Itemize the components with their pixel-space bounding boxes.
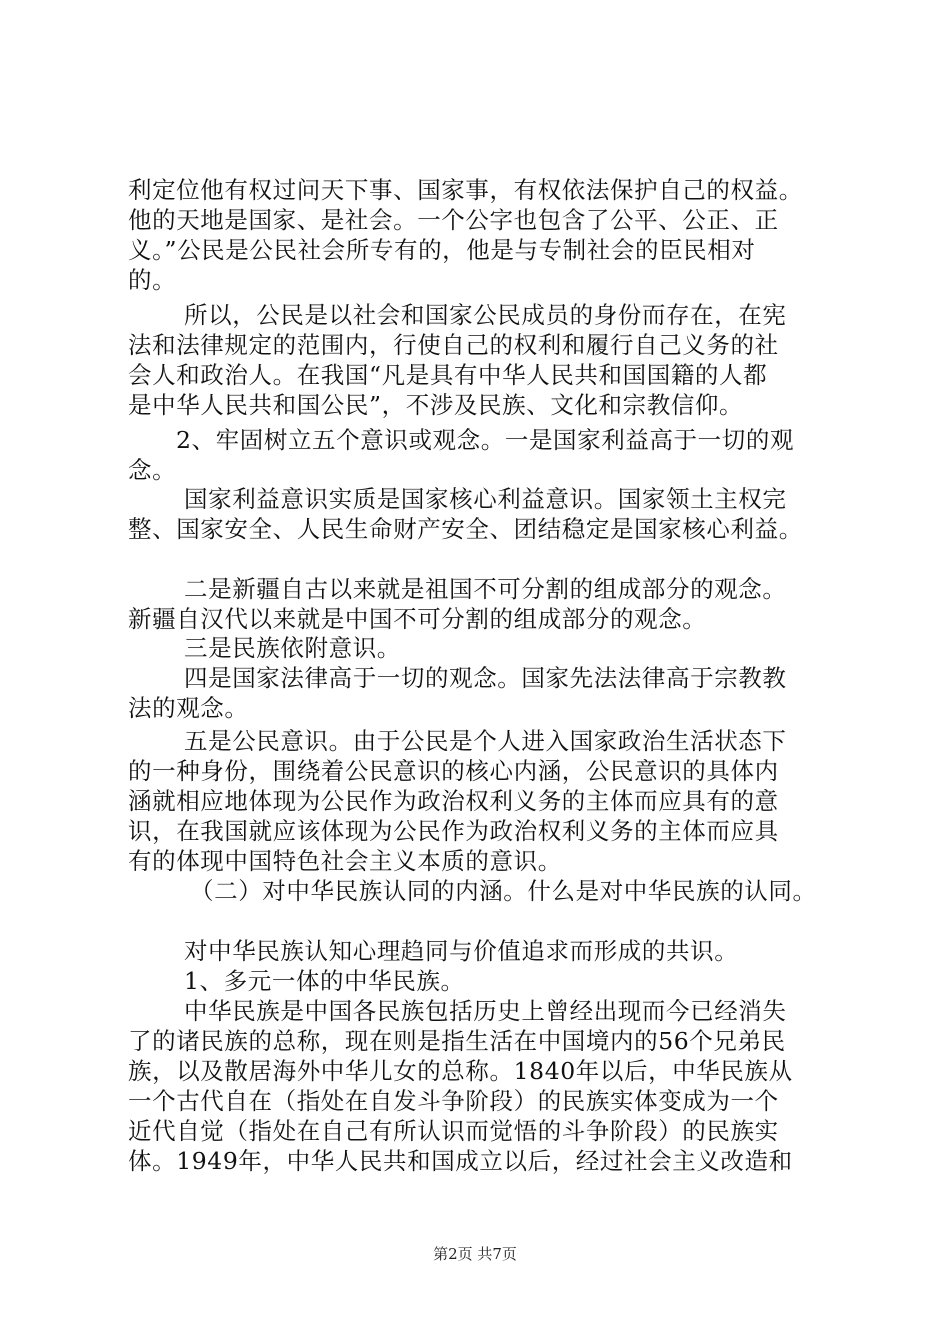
text-line: 族，以及散居海外中华儿女的总称。1840年以后，中华民族从: [128, 1057, 793, 1085]
text-line: 的。: [128, 266, 177, 294]
text-line: 念。: [128, 456, 177, 484]
text-line: 是中华人民共和国公民”，不涉及民族、文化和宗教信仰。: [128, 391, 744, 419]
page-footer: 第2页 共7页: [433, 1245, 517, 1263]
text-line: 2、牢固树立五个意识或观念。一是国家利益高于一切的观: [176, 426, 795, 454]
text-line: 一个古代自在（指处在自发斗争阶段）的民族实体变成为一个: [128, 1087, 779, 1115]
text-line: 了的诸民族的总称，现在则是指生活在中国境内的56个兄弟民: [128, 1027, 786, 1055]
text-line: 三是民族依附意识。: [184, 634, 401, 662]
text-line: 他的天地是国家、是社会。一个公字也包含了公平、公正、正: [128, 206, 779, 234]
text-line: 识，在我国就应该体现为公民作为政治权利义务的主体而应具: [128, 817, 779, 845]
text-line: 会人和政治人。在我国“凡是具有中华人民共和国国籍的人都: [128, 361, 768, 389]
text-line: 整、国家安全、人民生命财产安全、团结稳定是国家核心利益。: [128, 515, 803, 543]
text-line: 中华民族是中国各民族包括历史上曾经出现而今已经消失: [184, 997, 787, 1025]
text-line: 法和法律规定的范围内，行使自己的权利和履行自己义务的社: [128, 331, 779, 359]
text-line: 五是公民意识。由于公民是个人进入国家政治生活状态下: [184, 727, 787, 755]
text-line: 法的观念。: [128, 694, 249, 722]
text-line: 新疆自汉代以来就是中国不可分割的组成部分的观念。: [128, 605, 707, 633]
text-line: 所以，公民是以社会和国家公民成员的身份而存在，在宪: [184, 301, 787, 329]
text-line: 利定位他有权过问天下事、国家事，有权依法保护自己的权益。: [128, 176, 803, 204]
text-line: 近代自觉（指处在自己有所认识而觉悟的斗争阶段）的民族实: [128, 1117, 779, 1145]
text-line: 国家利益意识实质是国家核心利益意识。国家领土主权完: [184, 485, 787, 513]
text-line: 义。”公民是公民社会所专有的，他是与专制社会的臣民相对: [128, 236, 756, 264]
text-line: 对中华民族认知心理趋同与价值追求而形成的共识。: [184, 937, 739, 965]
text-line: 四是国家法律高于一切的观念。国家先法法律高于宗教教: [184, 664, 787, 692]
text-line: 涵就相应地体现为公民作为政治权利义务的主体而应具有的意: [128, 787, 779, 815]
text-line: 的一种身份，围绕着公民意识的核心内涵，公民意识的具体内: [128, 757, 779, 785]
text-line: 有的体现中国特色社会主义本质的意识。: [128, 847, 562, 875]
text-line: 1、多元一体的中华民族。: [184, 967, 465, 995]
text-line: （二）对中华民族认同的内涵。什么是对中华民族的认同。: [190, 877, 817, 905]
text-line: 二是新疆自古以来就是祖国不可分割的组成部分的观念。: [184, 575, 787, 603]
text-line: 体。1949年，中华人民共和国成立以后，经过社会主义改造和: [128, 1147, 793, 1175]
